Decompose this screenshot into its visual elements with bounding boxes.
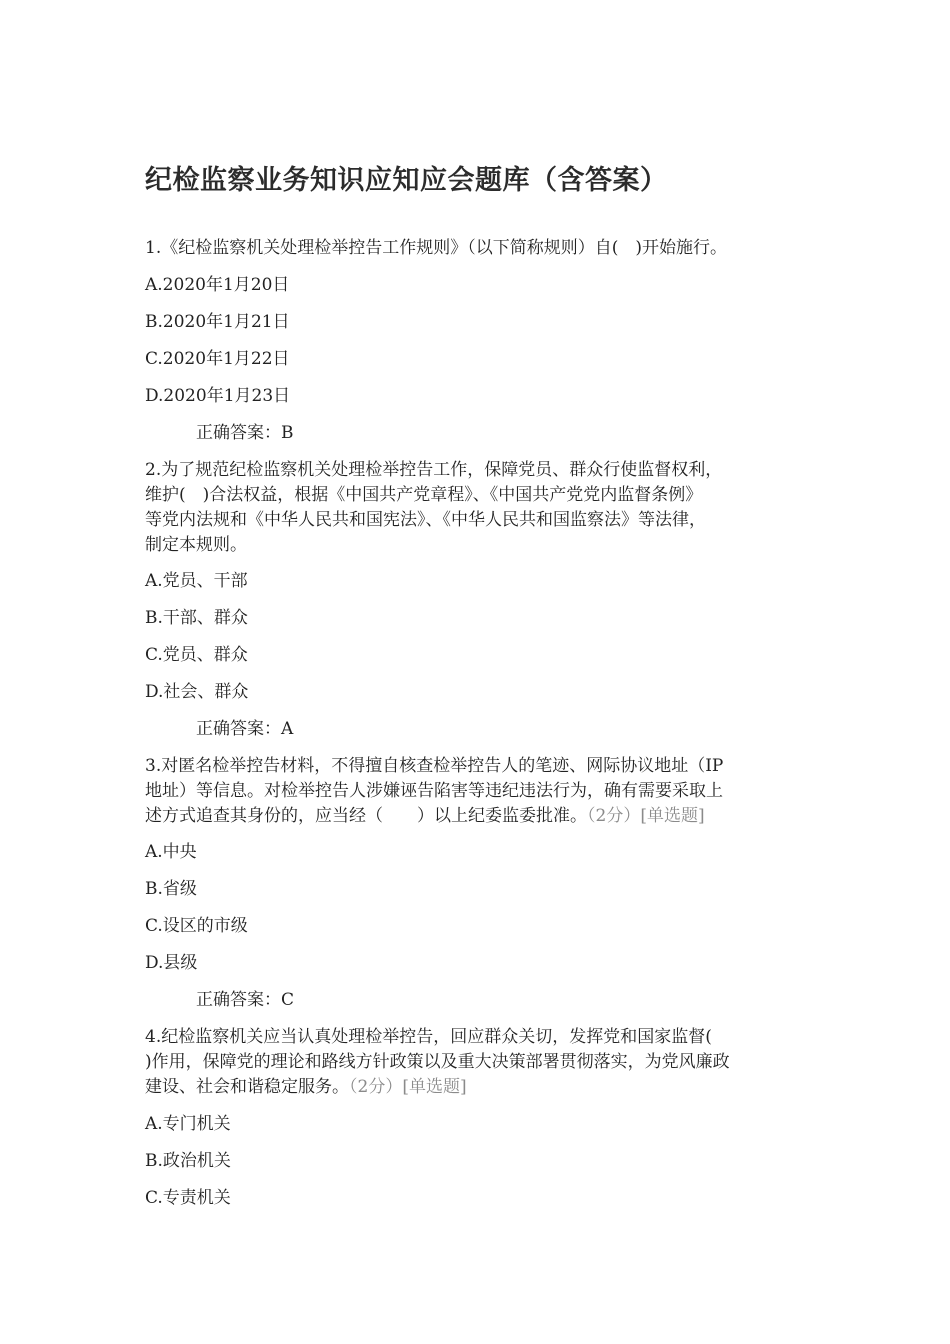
question-1-option-b: B.2020年1月21日 bbox=[145, 312, 290, 332]
question-4-text-line-3 bbox=[145, 1076, 467, 1098]
answer-value: A bbox=[281, 719, 294, 739]
answer-value: C bbox=[281, 990, 295, 1010]
question-2-text-line-2: 维护( )合法权益，根据《中国共产党章程》、《中国共产党党内监督条例》 bbox=[145, 485, 703, 505]
question-4-option-a: A.专门机关 bbox=[145, 1114, 231, 1134]
question-1-option-d: D.2020年1月23日 bbox=[145, 386, 291, 406]
page-title: 纪检监察业务知识应知应会题库（含答案） bbox=[145, 165, 668, 196]
question-4-option-c: C.专责机关 bbox=[145, 1188, 231, 1208]
answer-label: 正确答案： bbox=[196, 719, 281, 739]
question-1-answer bbox=[196, 422, 294, 444]
question-2-answer bbox=[196, 718, 293, 740]
question-3-answer bbox=[196, 989, 294, 1011]
question-3-option-a: A.中央 bbox=[145, 842, 197, 862]
question-1-option-a: A.2020年1月20日 bbox=[145, 275, 290, 295]
question-2-text-line-1: 2.为了规范纪检监察机关处理检举控告工作，保障党员、群众行使监督权利， bbox=[145, 460, 723, 480]
question-3-text-line-1: 3.对匿名检举控告材料，不得擅自核查检举控告人的笔迹、网际协议地址（IP bbox=[145, 756, 724, 776]
question-2-option-b: B.干部、群众 bbox=[145, 608, 248, 628]
question-3-text: 述方式追查其身份的，应当经（ ）以上纪委监委批准。 bbox=[145, 806, 587, 826]
question-3-option-b: B.省级 bbox=[145, 879, 197, 899]
question-2-text-line-4: 制定本规则。 bbox=[145, 535, 247, 555]
question-3-option-c: C.设区的市级 bbox=[145, 916, 248, 936]
question-1-text: 1.《纪检监察机关处理检举控告工作规则》（以下简称规则）自( )开始施行。 bbox=[145, 238, 727, 258]
question-3-option-d: D.县级 bbox=[145, 953, 198, 973]
question-2-option-d: D.社会、群众 bbox=[145, 682, 249, 702]
question-3-meta: （2分）[单选题] bbox=[587, 806, 705, 826]
question-4-option-b: B.政治机关 bbox=[145, 1151, 231, 1171]
answer-label: 正确答案： bbox=[196, 990, 281, 1010]
question-4-text-line-2: )作用，保障党的理论和路线方针政策以及重大决策部署贯彻落实，为党风廉政 bbox=[145, 1052, 730, 1072]
question-4-meta: （2分）[单选题] bbox=[349, 1077, 467, 1097]
question-2-option-c: C.党员、群众 bbox=[145, 645, 248, 665]
question-4-text-line-1: 4.纪检监察机关应当认真处理检举控告，回应群众关切，发挥党和国家监督( bbox=[145, 1027, 712, 1047]
question-1-option-c: C.2020年1月22日 bbox=[145, 349, 290, 369]
answer-label: 正确答案： bbox=[196, 423, 281, 443]
question-2-option-a: A.党员、干部 bbox=[145, 571, 248, 591]
question-3-text-line-3 bbox=[145, 805, 705, 827]
question-3-text-line-2: 地址）等信息。对检举控告人涉嫌诬告陷害等违纪违法行为，确有需要采取上 bbox=[145, 781, 723, 801]
question-2-text-line-3: 等党内法规和《中华人民共和国宪法》、《中华人民共和国监察法》等法律， bbox=[145, 510, 706, 530]
question-4-text: 建设、社会和谐稳定服务。 bbox=[145, 1077, 349, 1097]
answer-value: B bbox=[281, 423, 294, 443]
